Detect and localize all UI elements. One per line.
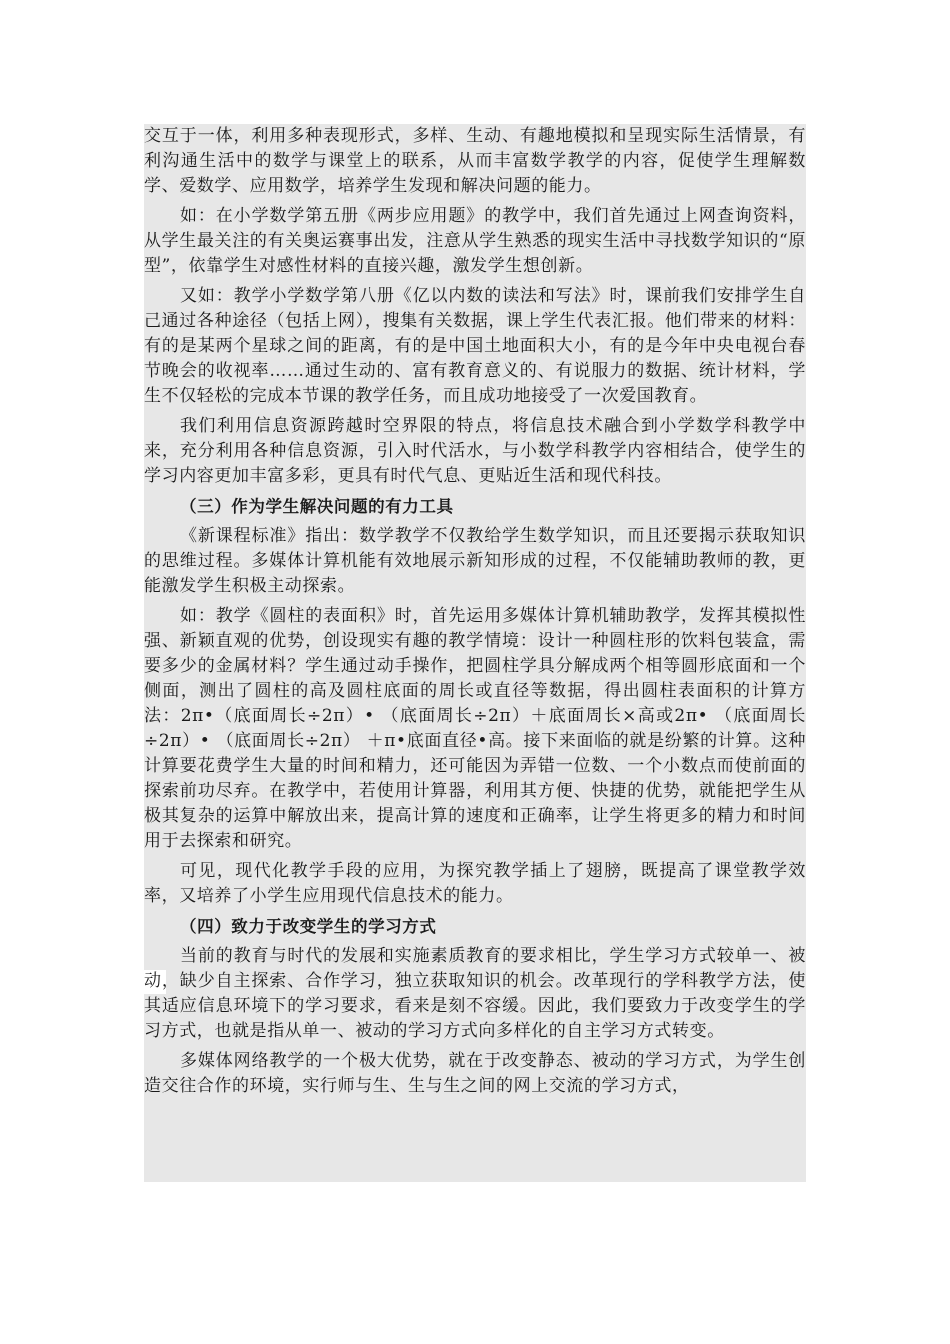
paragraph-intro-continuation: 交互于一体，利用多种表现形式，多样、生动、有趣地模拟和呈现实际生活情景，有利沟通生活中的数学与课堂上的联系，从而丰富数学教学的内容，促使学生理解数学、爱数学、应用数学，培养学生发现和解决问题的能力。 bbox=[144, 126, 806, 196]
section-heading-3: （三）作为学生解决问题的有力工具 bbox=[180, 497, 454, 516]
paragraph-multimedia: 多媒体网络教学的一个极大优势，就在于改变静态、被动的学习方式，为学生创造交往合作的环境，实行师与生、生与生之间的网上交流的学习方式， bbox=[144, 1051, 806, 1096]
section-heading-4: （四）致力于改变学生的学习方式 bbox=[180, 917, 437, 936]
document-body bbox=[144, 124, 806, 1104]
paragraph-curriculum: 《新课程标准》指出：数学教学不仅教给学生数学知识，而且还要揭示获取知识的思维过程。多媒体计算机能有效地展示新知形成的过程，不仅能辅助教师的教，更能激发学生积极主动探索。 bbox=[144, 526, 806, 596]
paragraph-cylinder-example: 如：教学《圆柱的表面积》时，首先运用多媒体计算机辅助教学，发挥其模拟性强、新颖直观的优势，创设现实有趣的教学情境：设计一种圆柱形的饮料包装盒，需要多少的金属材料？学生通过动手操作，把圆柱学具分解成两个相等圆形底面和一个侧面，测出了圆柱的高及圆柱底面的周长或直径等数据，得出圆柱表面积的计算方法：2π•（底面周长÷2π）• （底面周长÷2π）＋底面周长×高或2π• （底面周长÷2π）• （底面周长÷2π） ＋π•底面直径•高。接下来面临的就是纷繁的计算。这种计算要花费学生大量的时间和精力，还可能因为弄错一位数、一个小数点而使前面的探索前功尽弃。在教学中，若使用计算器，利用其方便、快捷的优势，就能把学生从极其复杂的运算中解放出来，提高计算的速度和正确率，让学生将更多的精力和时间用于去探索和研究。 bbox=[144, 606, 806, 851]
paragraph-conclusion: 可见，现代化教学手段的应用，为探究教学插上了翅膀，既提高了课堂教学效率，又培养了小学生应用现代信息技术的能力。 bbox=[144, 861, 806, 906]
paragraph-example-1: 如：在小学数学第五册《两步应用题》的教学中，我们首先通过上网查询资料，从学生最关注的有关奥运赛事出发，注意从学生熟悉的现实生活中寻找数学知识的“原型”，依靠学生对感性材料的直接兴趣，激发学生想创新。 bbox=[144, 206, 806, 276]
paragraph-example-2: 又如：教学小学数学第八册《亿以内数的读法和写法》时，课前我们安排学生自己通过各种途径（包括上网），搜集有关数据，课上学生代表汇报。他们带来的材料：有的是某两个星球之间的距离，有的是中国土地面积大小，有的是今年中央电视台春节晚会的收视率……通过生动的、富有教育意义的、有说服力的数据、统计材料，学生不仅轻松的完成本节课的教学任务，而且成功地接受了一次爱国教育。 bbox=[144, 286, 806, 406]
paragraph-learning-style: 当前的教育与时代的发展和实施素质教育的要求相比，学生学习方式较单一、被动，缺少自主探索、合作学习，独立获取知识的机会。改革现行的学科教学方法，使其适应信息环境下的学习要求，看来是刻不容缓。因此，我们要致力于改变学生的学习方式，也就是指从单一、被动的学习方式向多样化的自主学习方式转变。 bbox=[144, 946, 806, 1041]
paragraph-summary-1: 我们利用信息资源跨越时空界限的特点，将信息技术融合到小学数学科教学中来，充分利用各种信息资源，引入时代活水，与小数学科教学内容相结合，使学生的学习内容更加丰富多彩，更具有时代气息、更贴近生活和现代科技。 bbox=[144, 416, 806, 486]
